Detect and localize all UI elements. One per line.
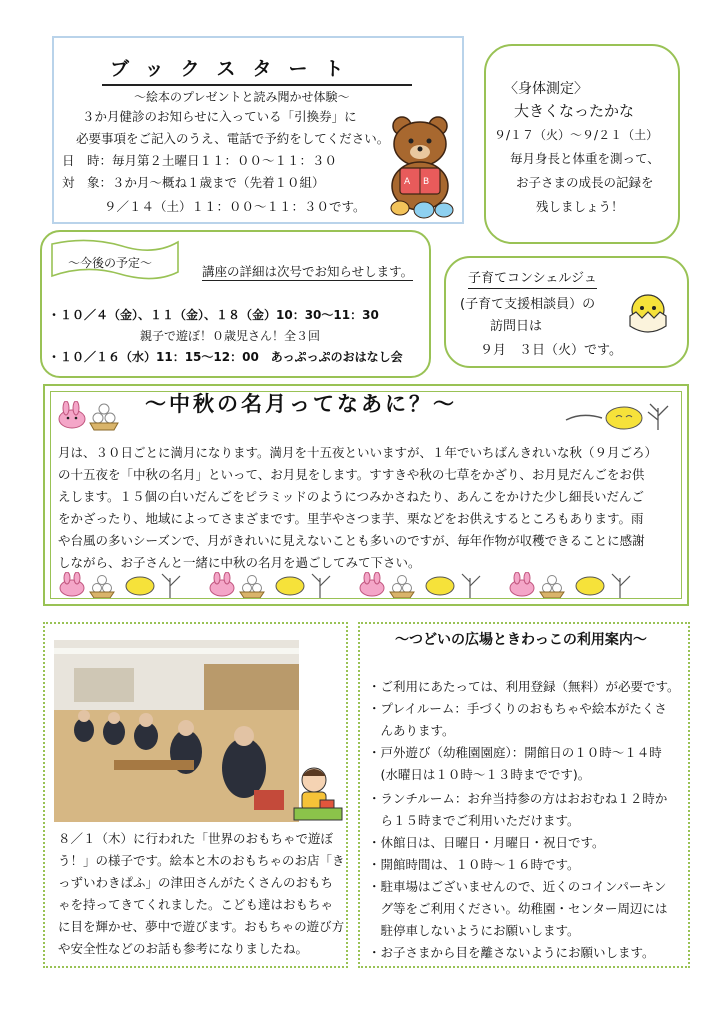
child-playing-blocks-icon: [290, 764, 346, 822]
usage-line: ・プレイルーム：手づくりのおもちゃや絵本がたくさ: [368, 701, 667, 716]
book-start-title: ブックスタート: [110, 58, 361, 80]
tsukimi-text-line: 月は、３０日ごとに満月になります。満月を十五夜といいますが、１年でいちばんきれいな秋（９月ごろ）: [58, 445, 658, 460]
measure-line: 毎月身長と体重を測って、: [510, 151, 660, 166]
concierge-box: [444, 256, 689, 368]
tsukimi-text-line: しながら、お子さんと一緒に中秋の名月を過ごしてみて下さい。: [58, 555, 421, 570]
title-underline: [102, 84, 412, 86]
tsukimi-text-line: えします。１５個の白いだんごをピラミッドのようにつみかさねたり、あんこをかけた少し細長いだんご: [58, 489, 645, 504]
usage-line: グ等をご利用ください。幼稚園・センター周辺には: [368, 901, 668, 916]
caption-line: っずいわきぱふ」の津田さんがたくさんのおもち: [58, 875, 334, 890]
concierge-line: ９月 ３日（火）です。: [480, 343, 622, 358]
usage-line: ・休館日は、日曜日・月曜日・祝日です。: [368, 835, 605, 850]
bear-reading-icon: [380, 112, 462, 224]
svg-text:A: A: [404, 177, 411, 187]
book-start-subtitle: ～絵本のプレゼントと読み聞かせ体験～: [134, 90, 350, 104]
usage-line: ・ご利用にあたっては、利用登録（無料）が必要です。: [368, 679, 680, 694]
usage-title: ～つどいの広場ときわっこの利用案内～: [395, 632, 647, 648]
measure-line: お子さまの成長の記録を: [516, 175, 654, 190]
schedule-banner-label: ～今後の予定～: [68, 256, 153, 270]
usage-line: ・駐車場はございませんので、近くのコインパーキン: [368, 879, 667, 894]
concierge-line: 子育てコンシェルジュ: [468, 270, 597, 289]
measure-heading: 〈身体測定〉: [504, 81, 588, 97]
measure-line: 残しましょう！: [536, 199, 624, 214]
svg-text:B: B: [423, 177, 430, 187]
book-start-line: 対 象：３か月～概ね１歳まで（先着１０組）: [62, 175, 325, 190]
schedule-note: 講座の詳細は次号でお知らせします。: [202, 264, 414, 279]
tsukimi-text-line: や台風の多いシーズンで、月がきれいに見えないことも多いのですが、毎年作物が収穫できることに感謝: [58, 533, 645, 548]
usage-line: ・お子さまから目を離さないようにお願いします。: [368, 945, 655, 960]
tsukimi-text-line: の十五夜を「中秋の名月」といって、お月見をします。すすきや秋の七草をかざり、お月見だんごをお供: [58, 467, 645, 482]
playroom-photo-image: [54, 640, 299, 822]
concierge-line: 訪問日は: [490, 319, 543, 334]
moon-susuki-icon: [562, 402, 676, 432]
caption-line: ８／１（木）に行われた「世界のおもちゃで遊ぼ: [58, 831, 334, 846]
usage-line: ・戸外遊び（幼稚園園庭）：開館日の１０時～１４時: [368, 745, 662, 760]
caption-line: ゃを持ってきてくれました。こども達はおもちゃ: [58, 897, 334, 912]
caption-line: う！」の様子です。絵本と木のおもちゃのお店「き: [58, 853, 345, 868]
schedule-item: ・１０／４（金）、１１（金）、１８（金）10：30～11：30: [48, 308, 379, 322]
book-start-line: ９／１４（土）１１：００～１１：３０です。: [104, 199, 366, 214]
event-photo: [54, 640, 299, 822]
measure-title: 大きくなったかな: [514, 102, 635, 120]
book-start-line: ３か月健診のお知らせに入っている「引換券」に: [82, 109, 357, 124]
usage-line: (水曜日は１０時～１３時までです)。: [368, 767, 591, 782]
usage-line: ・ランチルーム：お弁当持参の方はおおむね１２時か: [368, 791, 668, 806]
measure-dates: ９/１７（火）～９/２１（土）: [494, 128, 659, 142]
concierge-line: (子育て支援相談員）の: [460, 297, 596, 312]
tsukimi-decoration-row: [58, 572, 678, 598]
caption-line: に目を輝かせ、夢中で遊びます。おもちゃの遊び方: [58, 919, 345, 934]
usage-line: ・開館時間は、１０時～１６時です。: [368, 857, 580, 872]
caption-line: や安全性などのお話も参考になりましたね。: [58, 941, 309, 956]
chick-in-egg-icon: [624, 290, 672, 336]
tsukimi-title: ～中秋の名月ってなあに？～: [145, 392, 457, 416]
body-measure-box: [484, 44, 680, 244]
schedule-item: ・１０／１６（水）11：15～12：00 あっぷっぷのおはなし会: [48, 350, 403, 364]
usage-line: ら１５時までご利用いただけます。: [368, 813, 580, 828]
tsukimi-text-line: をかざったり、地域によってさまざまです。里芋やさつま芋、栗などをお供えするところもあります。雨: [58, 511, 644, 526]
usage-line: 駐停車しないようにお願いします。: [368, 923, 580, 938]
book-start-box: [52, 36, 464, 224]
rabbit-dango-icon: [56, 401, 136, 431]
schedule-item-sub: 親子で遊ぼ！０歳児さん！全３回: [140, 329, 321, 343]
usage-line: んあります。: [368, 723, 455, 738]
book-start-line: 必要事項をご記入のうえ、電話で予約をしてください。: [76, 131, 390, 146]
book-start-line: 日 時：毎月第２土曜日１１：００～１１：３０: [62, 153, 338, 168]
